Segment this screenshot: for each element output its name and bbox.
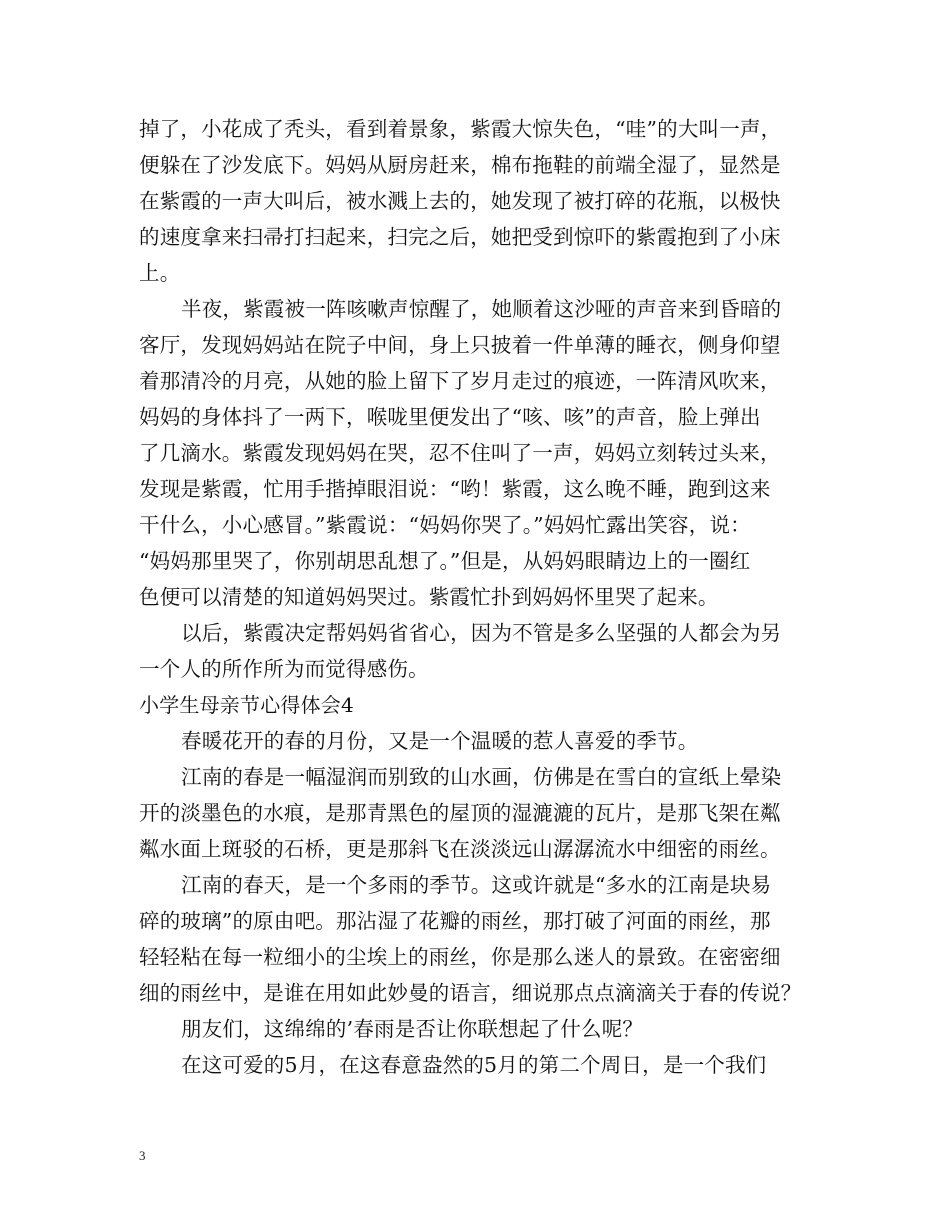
- document-body: [139, 111, 829, 1083]
- text-line: 掉了，小花成了秃头，看到着景象，紫霞大惊失色，“哇”的大叫一声，: [139, 117, 782, 141]
- text-line: 的速度拿来扫帚打扫起来，扫完之后，她把受到惊吓的紫霞抱到了小床: [139, 225, 781, 249]
- text-line: 干什么，小心感冒。”紫霞说：“妈妈你哭了。”妈妈忙露出笑容，说：: [139, 513, 751, 537]
- text-line: 了几滴水。紫霞发现妈妈在哭，忍不住叫了一声，妈妈立刻转过头来，: [139, 441, 781, 465]
- text-line: 一个人的所作所为而觉得感伤。: [139, 657, 429, 681]
- text-line: 碎的玻璃”的原由吧。那沾湿了花瓣的雨丝，那打破了河面的雨丝，那: [139, 909, 771, 933]
- text-line: 开的淡墨色的水痕，是那青黑色的屋顶的湿漉漉的瓦片，是那飞架在粼: [139, 801, 781, 825]
- text-line: 着那清冷的月亮，从她的脸上留下了岁月走过的痕迹，一阵清风吹来，: [139, 369, 781, 393]
- text-line: 发现是紫霞，忙用手揩掉眼泪说：“哟！紫霞，这么晚不睡，跑到这来: [139, 477, 771, 501]
- text-line: 细的雨丝中，是谁在用如此妙曼的语言，细说那点点滴滴关于春的传说？: [139, 981, 802, 1005]
- paragraph-start-line: 半夜，紫霞被一阵咳嗽声惊醒了，她顺着这沙哑的声音来到昏暗的: [181, 297, 782, 321]
- paragraph-start-line: 在这可爱的5月，在这春意盎然的5月的第二个周日，是一个我们: [181, 1053, 767, 1077]
- page-number: 3: [139, 1148, 146, 1163]
- text-line: “妈妈那里哭了，你别胡思乱想了。”但是，从妈妈眼睛边上的一圈红: [139, 549, 751, 573]
- text-line: 轻轻粘在每一粒细小的尘埃上的雨丝，你是那么迷人的景致。在密密细: [139, 945, 781, 969]
- text-line: 便躲在了沙发底下。妈妈从厨房赶来，棉布拖鞋的前端全湿了，显然是: [139, 153, 781, 177]
- text-line: 色便可以清楚的知道妈妈哭过。紫霞忙扑到妈妈怀里哭了起来。: [139, 585, 719, 609]
- text-line: 上。: [139, 261, 181, 285]
- text-line: 粼水面上斑驳的石桥，更是那斜飞在淡淡远山潺潺流水中细密的雨丝。: [139, 837, 781, 861]
- section-heading: 小学生母亲节心得体会4: [139, 693, 354, 717]
- paragraph-start-line: 朋友们，这绵绵的’春雨是否让你联想起了什么呢？: [181, 1017, 644, 1041]
- paragraph-start-line: 江南的春天，是一个多雨的季节。这或许就是“多水的江南是块易: [181, 873, 772, 897]
- text-line: 在紫霞的一声大叫后，被水溅上去的，她发现了被打碎的花瓶，以极快: [139, 189, 781, 213]
- paragraph-start-line: 江南的春是一幅湿润而别致的山水画，仿佛是在雪白的宣纸上晕染: [181, 765, 782, 789]
- paragraph-start-line: 春暖花开的春的月份，又是一个温暖的惹人喜爱的季节。: [181, 729, 699, 753]
- paragraph-start-line: 以后，紫霞决定帮妈妈省省心，因为不管是多么坚强的人都会为另: [181, 621, 782, 645]
- text-line: 妈妈的身体抖了一两下，喉咙里便发出了“咳、咳”的声音，脸上弹出: [139, 405, 761, 429]
- text-line: 客厅，发现妈妈站在院子中间，身上只披着一件单薄的睡衣，侧身仰望: [139, 333, 781, 357]
